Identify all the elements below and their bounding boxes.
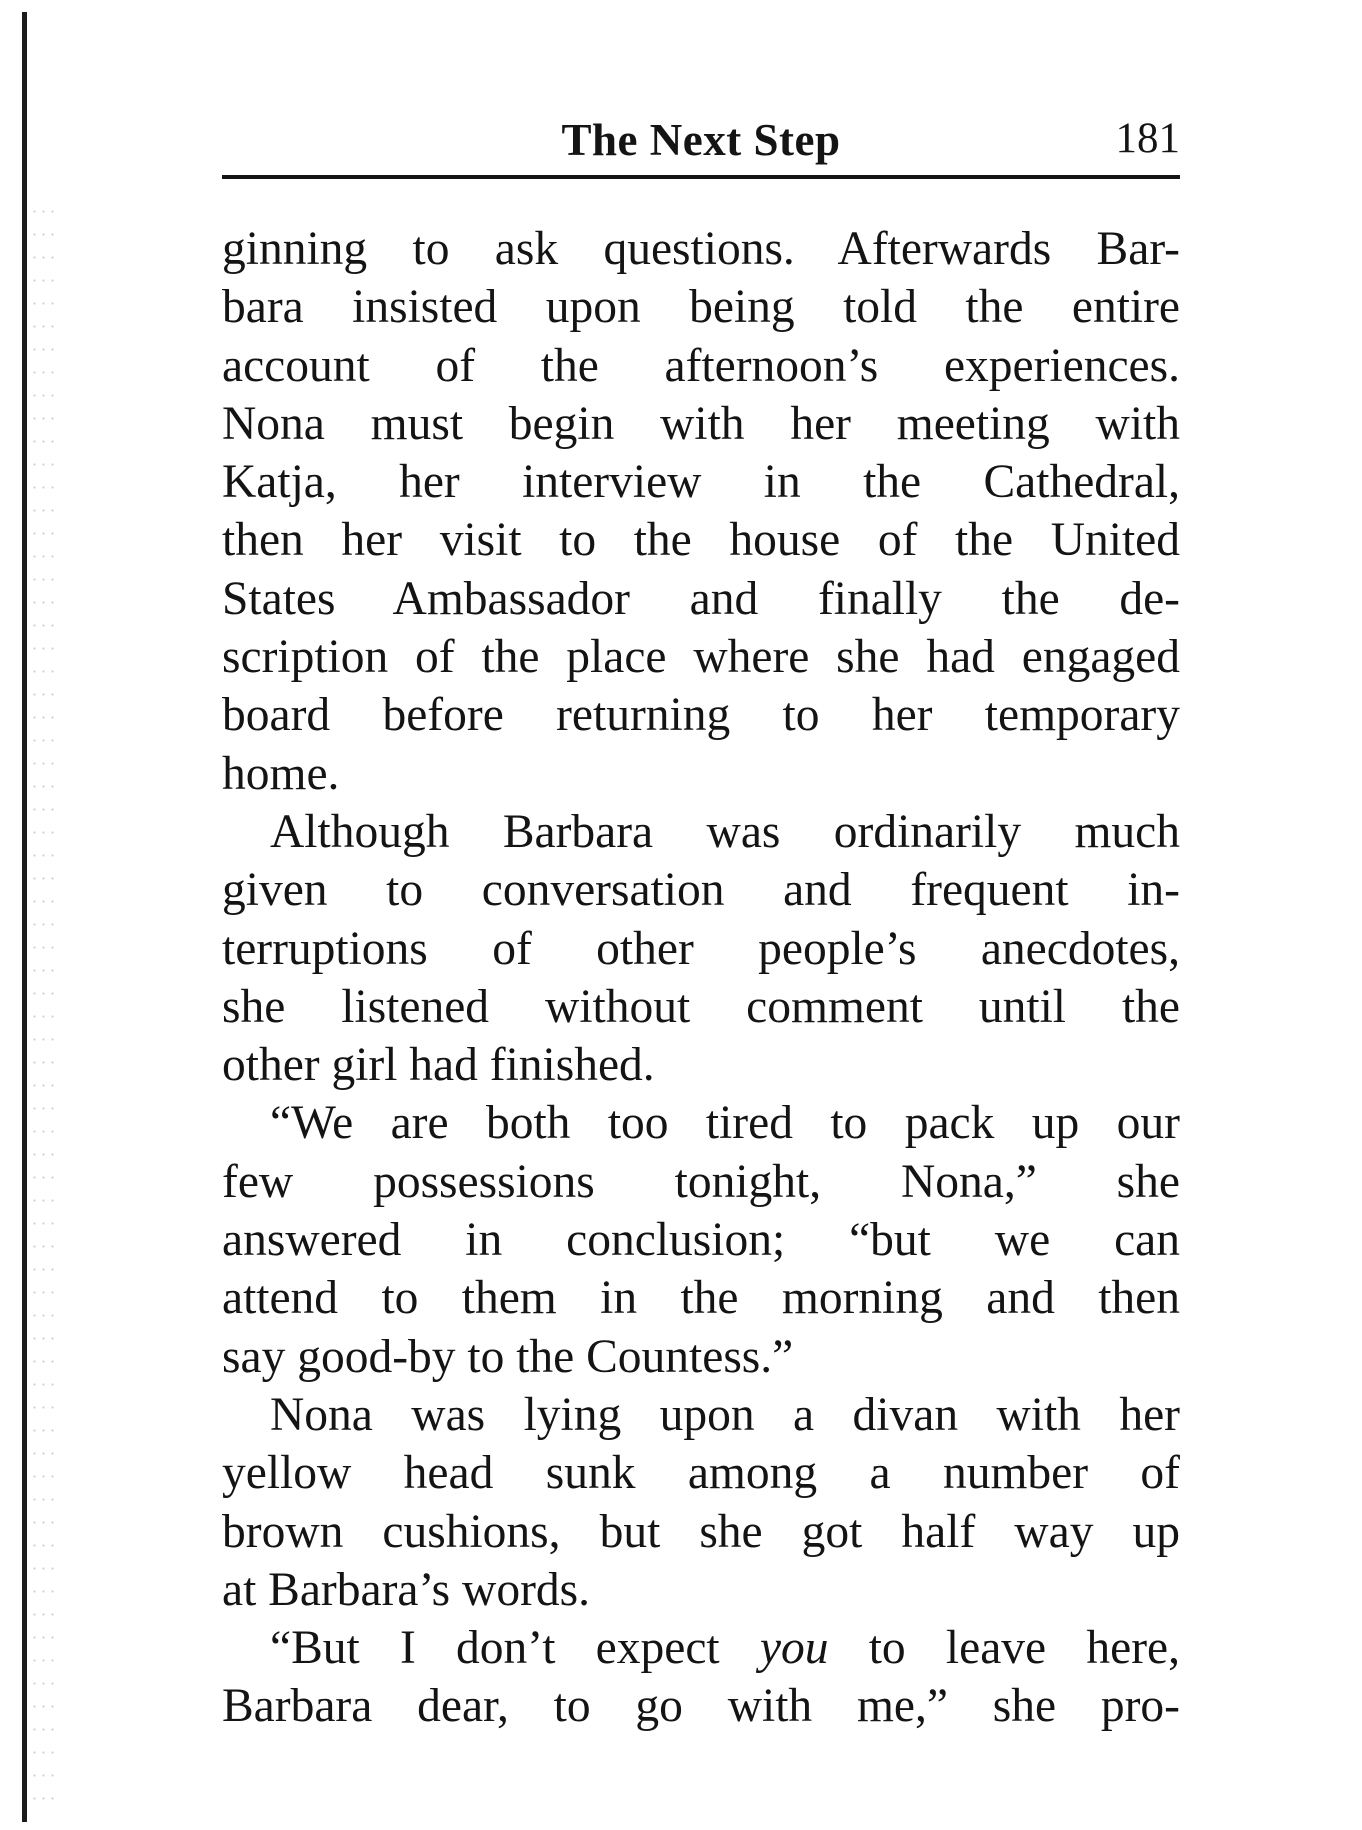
text-line: answered in conclusion; “but we can bbox=[222, 1214, 1180, 1267]
binding-shadow bbox=[30, 200, 60, 1820]
text-line: Nona was lying upon a divan with her bbox=[270, 1388, 1180, 1441]
text-line: at Barbara’s words. bbox=[222, 1563, 591, 1616]
text-line: yellow head sunk among a number of bbox=[222, 1447, 1180, 1500]
text-line: she listened without comment until the bbox=[222, 980, 1180, 1033]
text-line: ginning to ask questions. Afterwards Bar- bbox=[222, 223, 1180, 275]
text-line: Barbara dear, to go with me,” she pro- bbox=[222, 1680, 1180, 1733]
emphasis: you bbox=[759, 1622, 829, 1675]
running-head bbox=[222, 100, 1180, 176]
running-title: The Next Step bbox=[561, 115, 841, 165]
text-line: home. bbox=[222, 747, 340, 800]
text-line: few possessions tonight, Nona,” she bbox=[222, 1155, 1180, 1208]
body-text bbox=[222, 220, 1180, 1736]
text-line: terruptions of other people’s anecdotes, bbox=[222, 922, 1180, 975]
text-line: “But I don’t expect you to leave here, bbox=[270, 1622, 1180, 1675]
text-line: Although Barbara was ordinarily much bbox=[270, 805, 1180, 858]
text-line: board before returning to her temporary bbox=[222, 689, 1180, 742]
page-number: 181 bbox=[1115, 115, 1180, 162]
text-line: Katja, her interview in the Cathedral, bbox=[222, 456, 1180, 509]
text-line: Nona must begin with her meeting with bbox=[222, 397, 1180, 450]
text-line: scription of the place where she had engaged bbox=[222, 631, 1180, 684]
text-line: then her visit to the house of the United bbox=[222, 514, 1180, 567]
binding-edge bbox=[22, 12, 27, 1822]
text-line: States Ambassador and finally the de- bbox=[222, 572, 1180, 625]
text-line: account of the afternoon’s experiences. bbox=[222, 339, 1180, 392]
text-line: say good-by to the Countess.” bbox=[222, 1330, 794, 1383]
text-line: bara insisted upon being told the entire bbox=[222, 281, 1180, 334]
text-line: brown cushions, but she got half way up bbox=[222, 1505, 1180, 1558]
text-line: “We are both too tired to pack up our bbox=[270, 1097, 1180, 1150]
text-line: attend to them in the morning and then bbox=[222, 1272, 1180, 1325]
book-page bbox=[222, 100, 1180, 1736]
text-line: given to conversation and frequent in- bbox=[222, 864, 1180, 917]
header-rule bbox=[222, 175, 1180, 179]
text-line: other girl had finished. bbox=[222, 1039, 655, 1092]
